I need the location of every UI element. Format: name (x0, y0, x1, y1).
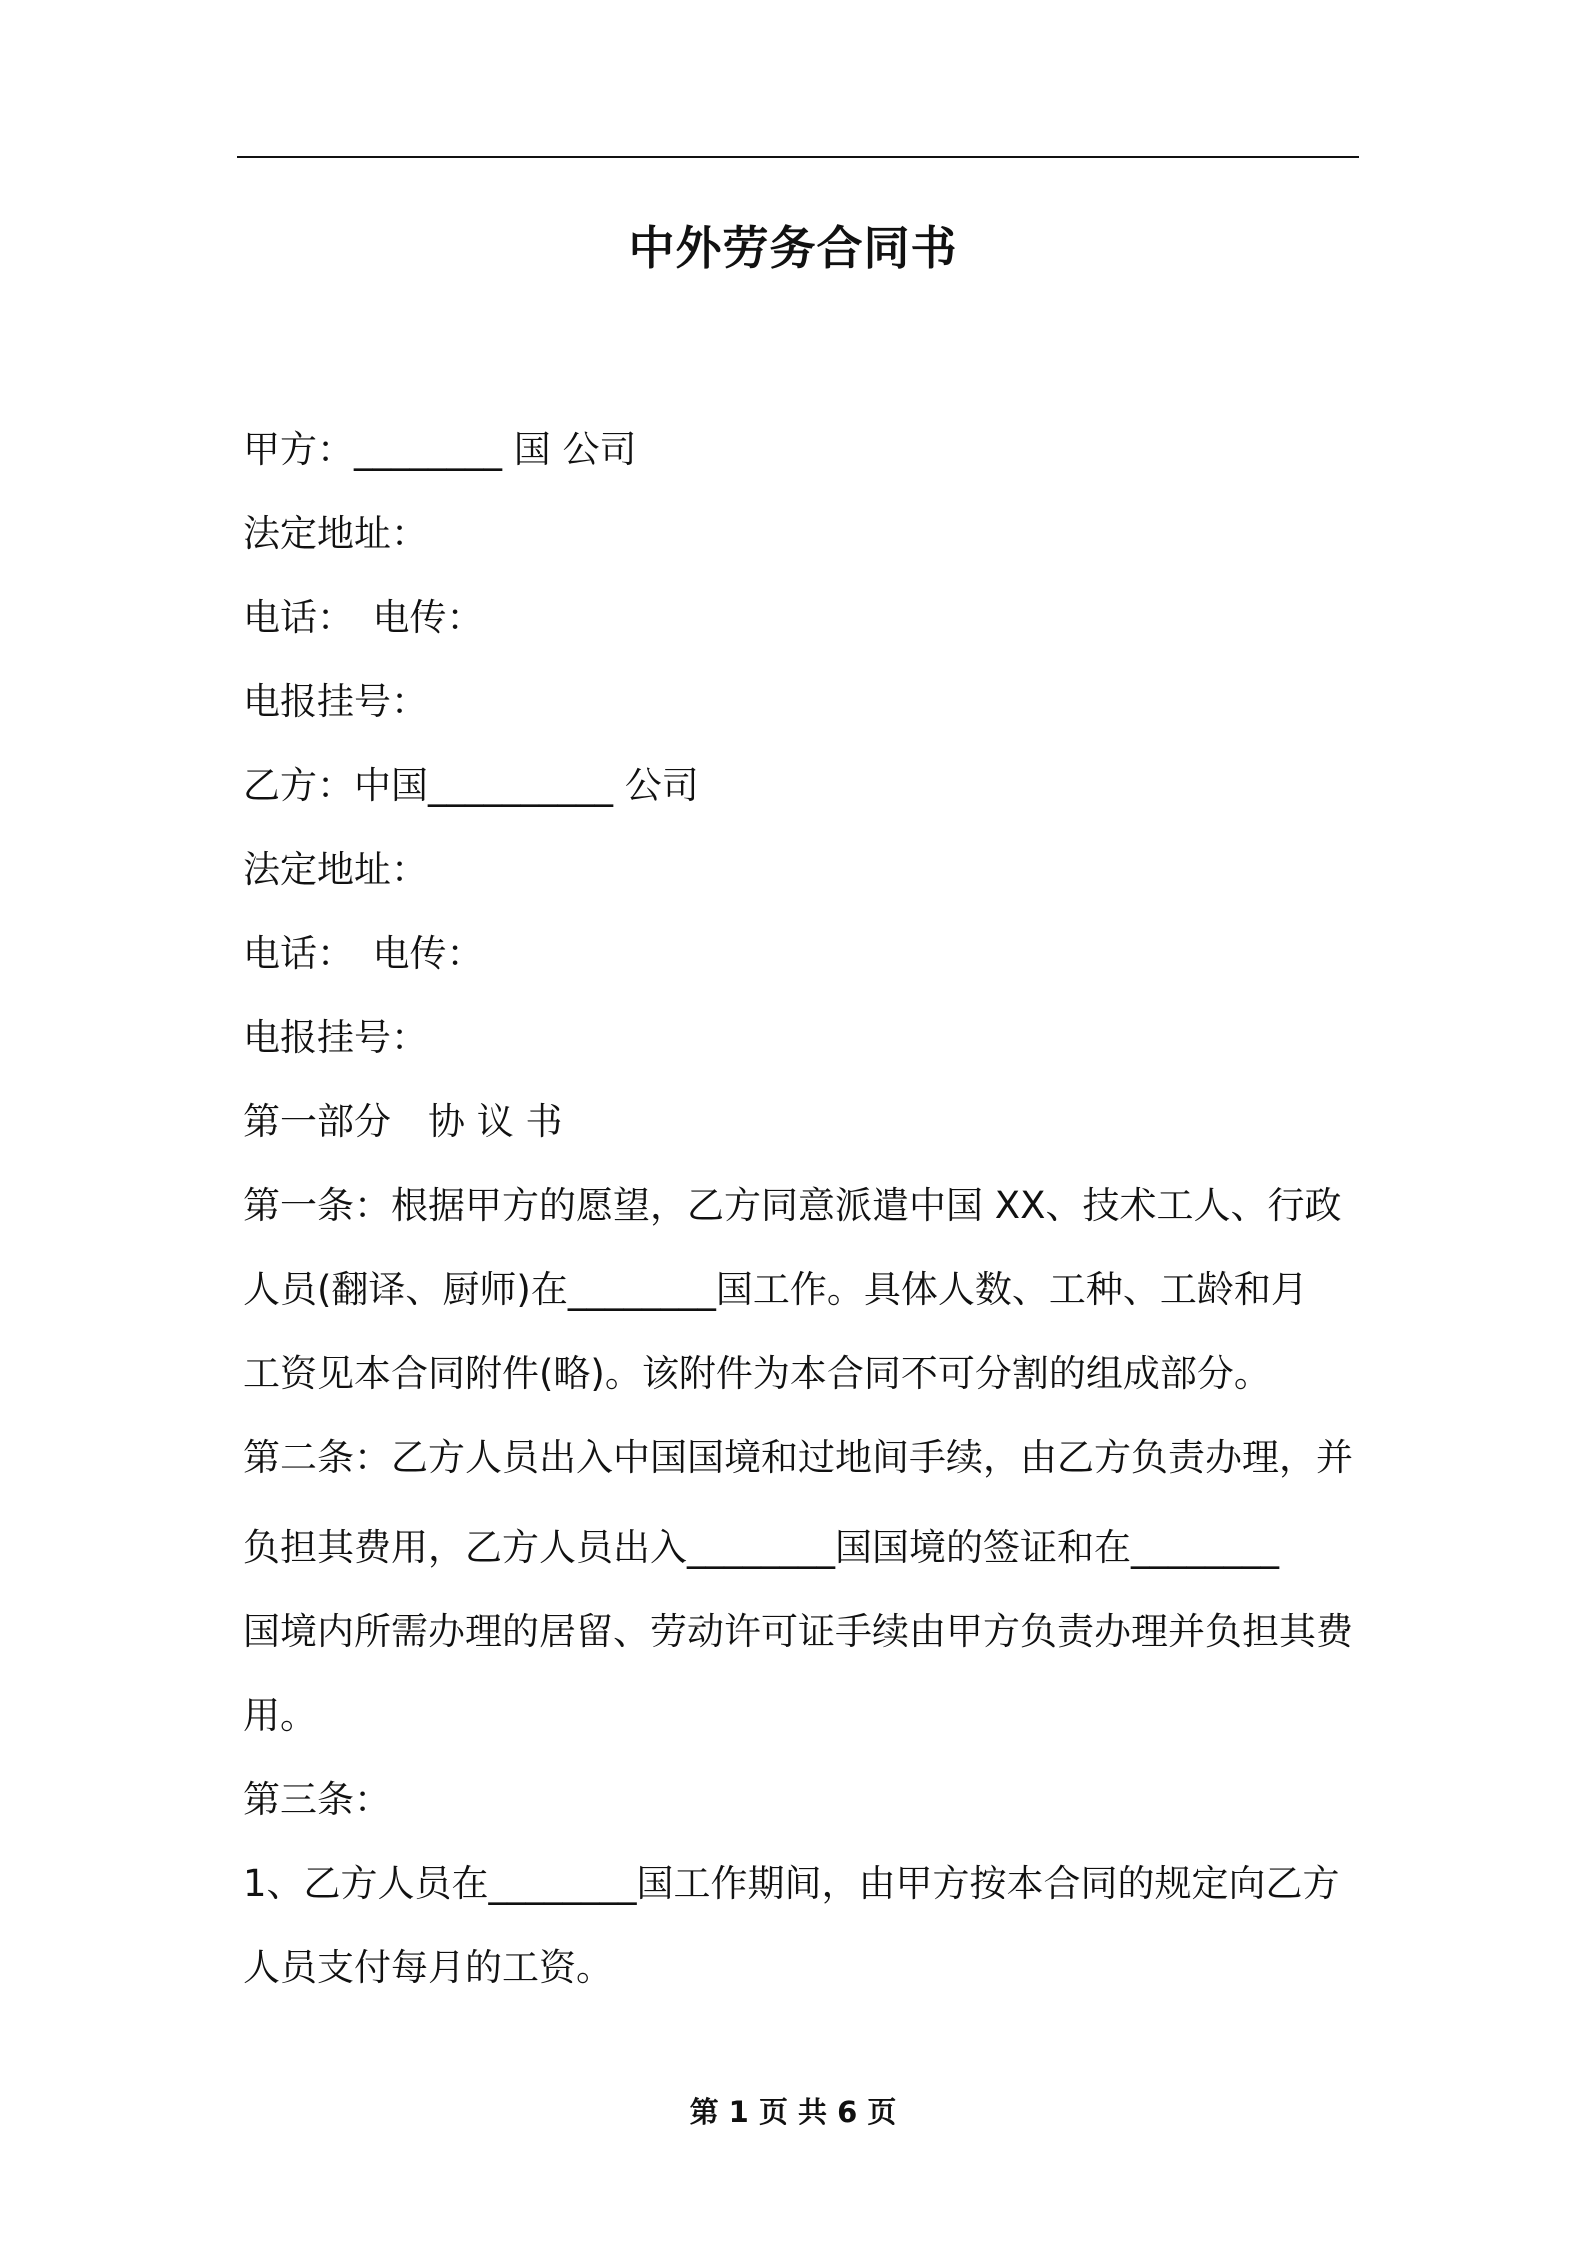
article-one-line-3: 工资见本合同附件(略)。该附件为本合同不可分割的组成部分。 (243, 1352, 1271, 1395)
party-a-line: 甲方：________ 国 公司 (243, 428, 637, 471)
article-two-line-3: 国境内所需办理的居留、劳动许可证手续由甲方负责办理并负担其费 (243, 1610, 1353, 1653)
party-b-telegraph: 电报挂号： (243, 1016, 428, 1059)
page-footer: 第 1 页 共 6 页 (689, 2095, 897, 2129)
party-a-phone-fax: 电话： 电传： (243, 596, 484, 639)
article-two-line-2: 负担其费用，乙方人员出入________国国境的签证和在________ (243, 1526, 1279, 1569)
party-b-line: 乙方：中国__________ 公司 (243, 764, 699, 807)
article-three-heading: 第三条： (243, 1778, 391, 1821)
article-two-line-4: 用。 (243, 1694, 317, 1737)
party-a-address: 法定地址： (243, 512, 428, 555)
document-title: 中外劳务合同书 (628, 221, 958, 275)
header-rule (237, 156, 1359, 158)
party-b-address: 法定地址： (243, 848, 428, 891)
part-one-heading: 第一部分 协 议 书 (243, 1100, 563, 1143)
article-three-item-1-line-2: 人员支付每月的工资。 (243, 1946, 613, 1989)
article-two-line-1: 第二条：乙方人员出入中国国境和过地间手续，由乙方负责办理，并 (243, 1436, 1353, 1479)
article-three-item-1-line-1: 1、乙方人员在________国工作期间，由甲方按本合同的规定向乙方 (243, 1862, 1340, 1905)
document-body (243, 408, 1357, 2010)
article-one-line-1: 第一条：根据甲方的愿望，乙方同意派遣中国 XX、技术工人、行政 (243, 1184, 1342, 1227)
party-a-telegraph: 电报挂号： (243, 680, 428, 723)
party-b-phone-fax: 电话： 电传： (243, 932, 484, 975)
article-one-line-2: 人员(翻译、厨师)在________国工作。具体人数、工种、工龄和月 (243, 1268, 1308, 1311)
